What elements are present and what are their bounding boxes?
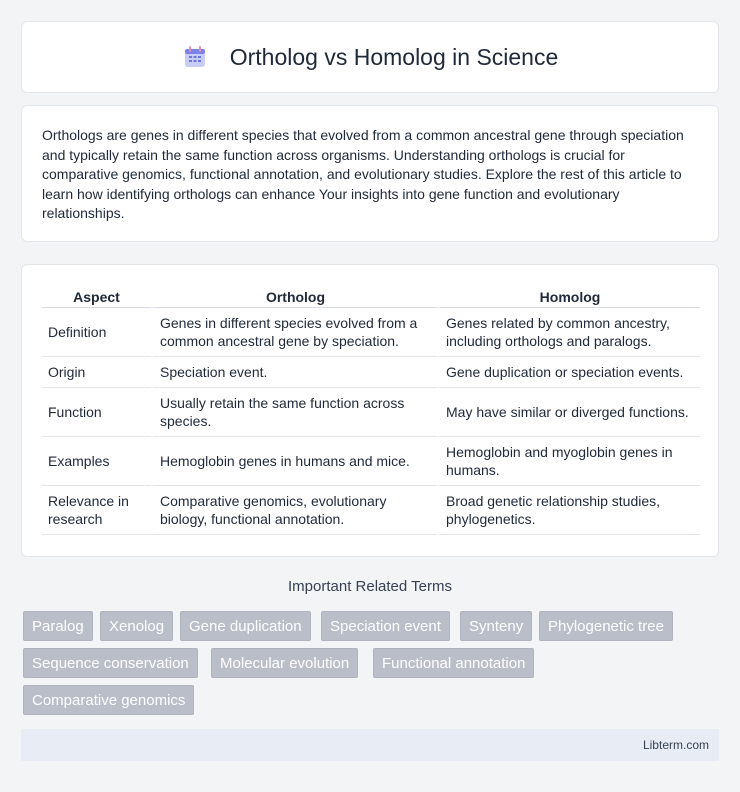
table-cell: Hemoglobin and myoglobin genes in humans. [437, 437, 700, 486]
table-header: Ortholog [151, 285, 437, 308]
intro-card [21, 105, 719, 242]
comparison-table-card [21, 264, 719, 557]
tag-gene-duplication[interactable]: Gene duplication [180, 611, 311, 641]
intro-text: Orthologs are genes in different species that evolved from a common ancestral gene through speciation and typically retain the same function across organisms. Understanding orthologs is crucial for comparative genomics, functional annotation, and evolutionary studies. Explore the rest of this article to learn how identifying orthologs can enhance Your insights into gene function and evolutionary relationships. [42, 127, 684, 222]
table-cell: Usually retain the same function across species. [151, 388, 437, 437]
table-cell: Origin [42, 357, 151, 388]
table-cell: May have similar or diverged functions. [437, 388, 700, 437]
table-row [42, 357, 700, 388]
table-cell: Gene duplication or speciation events. [437, 357, 700, 388]
tag-functional-annotation[interactable]: Functional annotation [373, 648, 534, 678]
table-cell: Speciation event. [151, 357, 437, 388]
tag-molecular-evolution[interactable]: Molecular evolution [211, 648, 358, 678]
table-row [42, 437, 700, 486]
table-header: Homolog [437, 285, 700, 308]
footer [21, 729, 719, 761]
tag-sequence-conservation[interactable]: Sequence conservation [23, 648, 198, 678]
header-card [21, 21, 719, 93]
footer-site-link[interactable]: Libterm.com [642, 738, 709, 752]
table-cell: Genes in different species evolved from a common ancestral gene by speciation. [151, 308, 437, 357]
tag-speciation-event[interactable]: Speciation event [321, 611, 450, 641]
table-cell: Examples [42, 437, 151, 486]
table-cell: Definition [42, 308, 151, 357]
table-row [42, 486, 700, 535]
table-cell: Hemoglobin genes in humans and mice. [151, 437, 437, 486]
table-cell: Genes related by common ancestry, including orthologs and paralogs. [437, 308, 700, 357]
related-terms-title: Important Related Terms [288, 578, 452, 595]
table-header-row [42, 285, 700, 308]
table-cell: Comparative genomics, evolutionary biology, functional annotation. [151, 486, 437, 535]
tag-paralog[interactable]: Paralog [23, 611, 93, 641]
tag-synteny[interactable]: Synteny [460, 611, 532, 641]
table-header: Aspect [42, 285, 151, 308]
table-cell: Function [42, 388, 151, 437]
table-cell: Relevance in research [42, 486, 151, 535]
tag-xenolog[interactable]: Xenolog [100, 611, 173, 641]
tag-phylogenetic-tree[interactable]: Phylogenetic tree [539, 611, 673, 641]
comparison-table [42, 285, 700, 535]
table-row [42, 308, 700, 357]
table-cell: Broad genetic relationship studies, phylogenetics. [437, 486, 700, 535]
calendar-icon [182, 44, 208, 70]
page-title: Ortholog vs Homolog in Science [229, 43, 559, 70]
tag-comparative-genomics[interactable]: Comparative genomics [23, 685, 194, 715]
table-row [42, 388, 700, 437]
